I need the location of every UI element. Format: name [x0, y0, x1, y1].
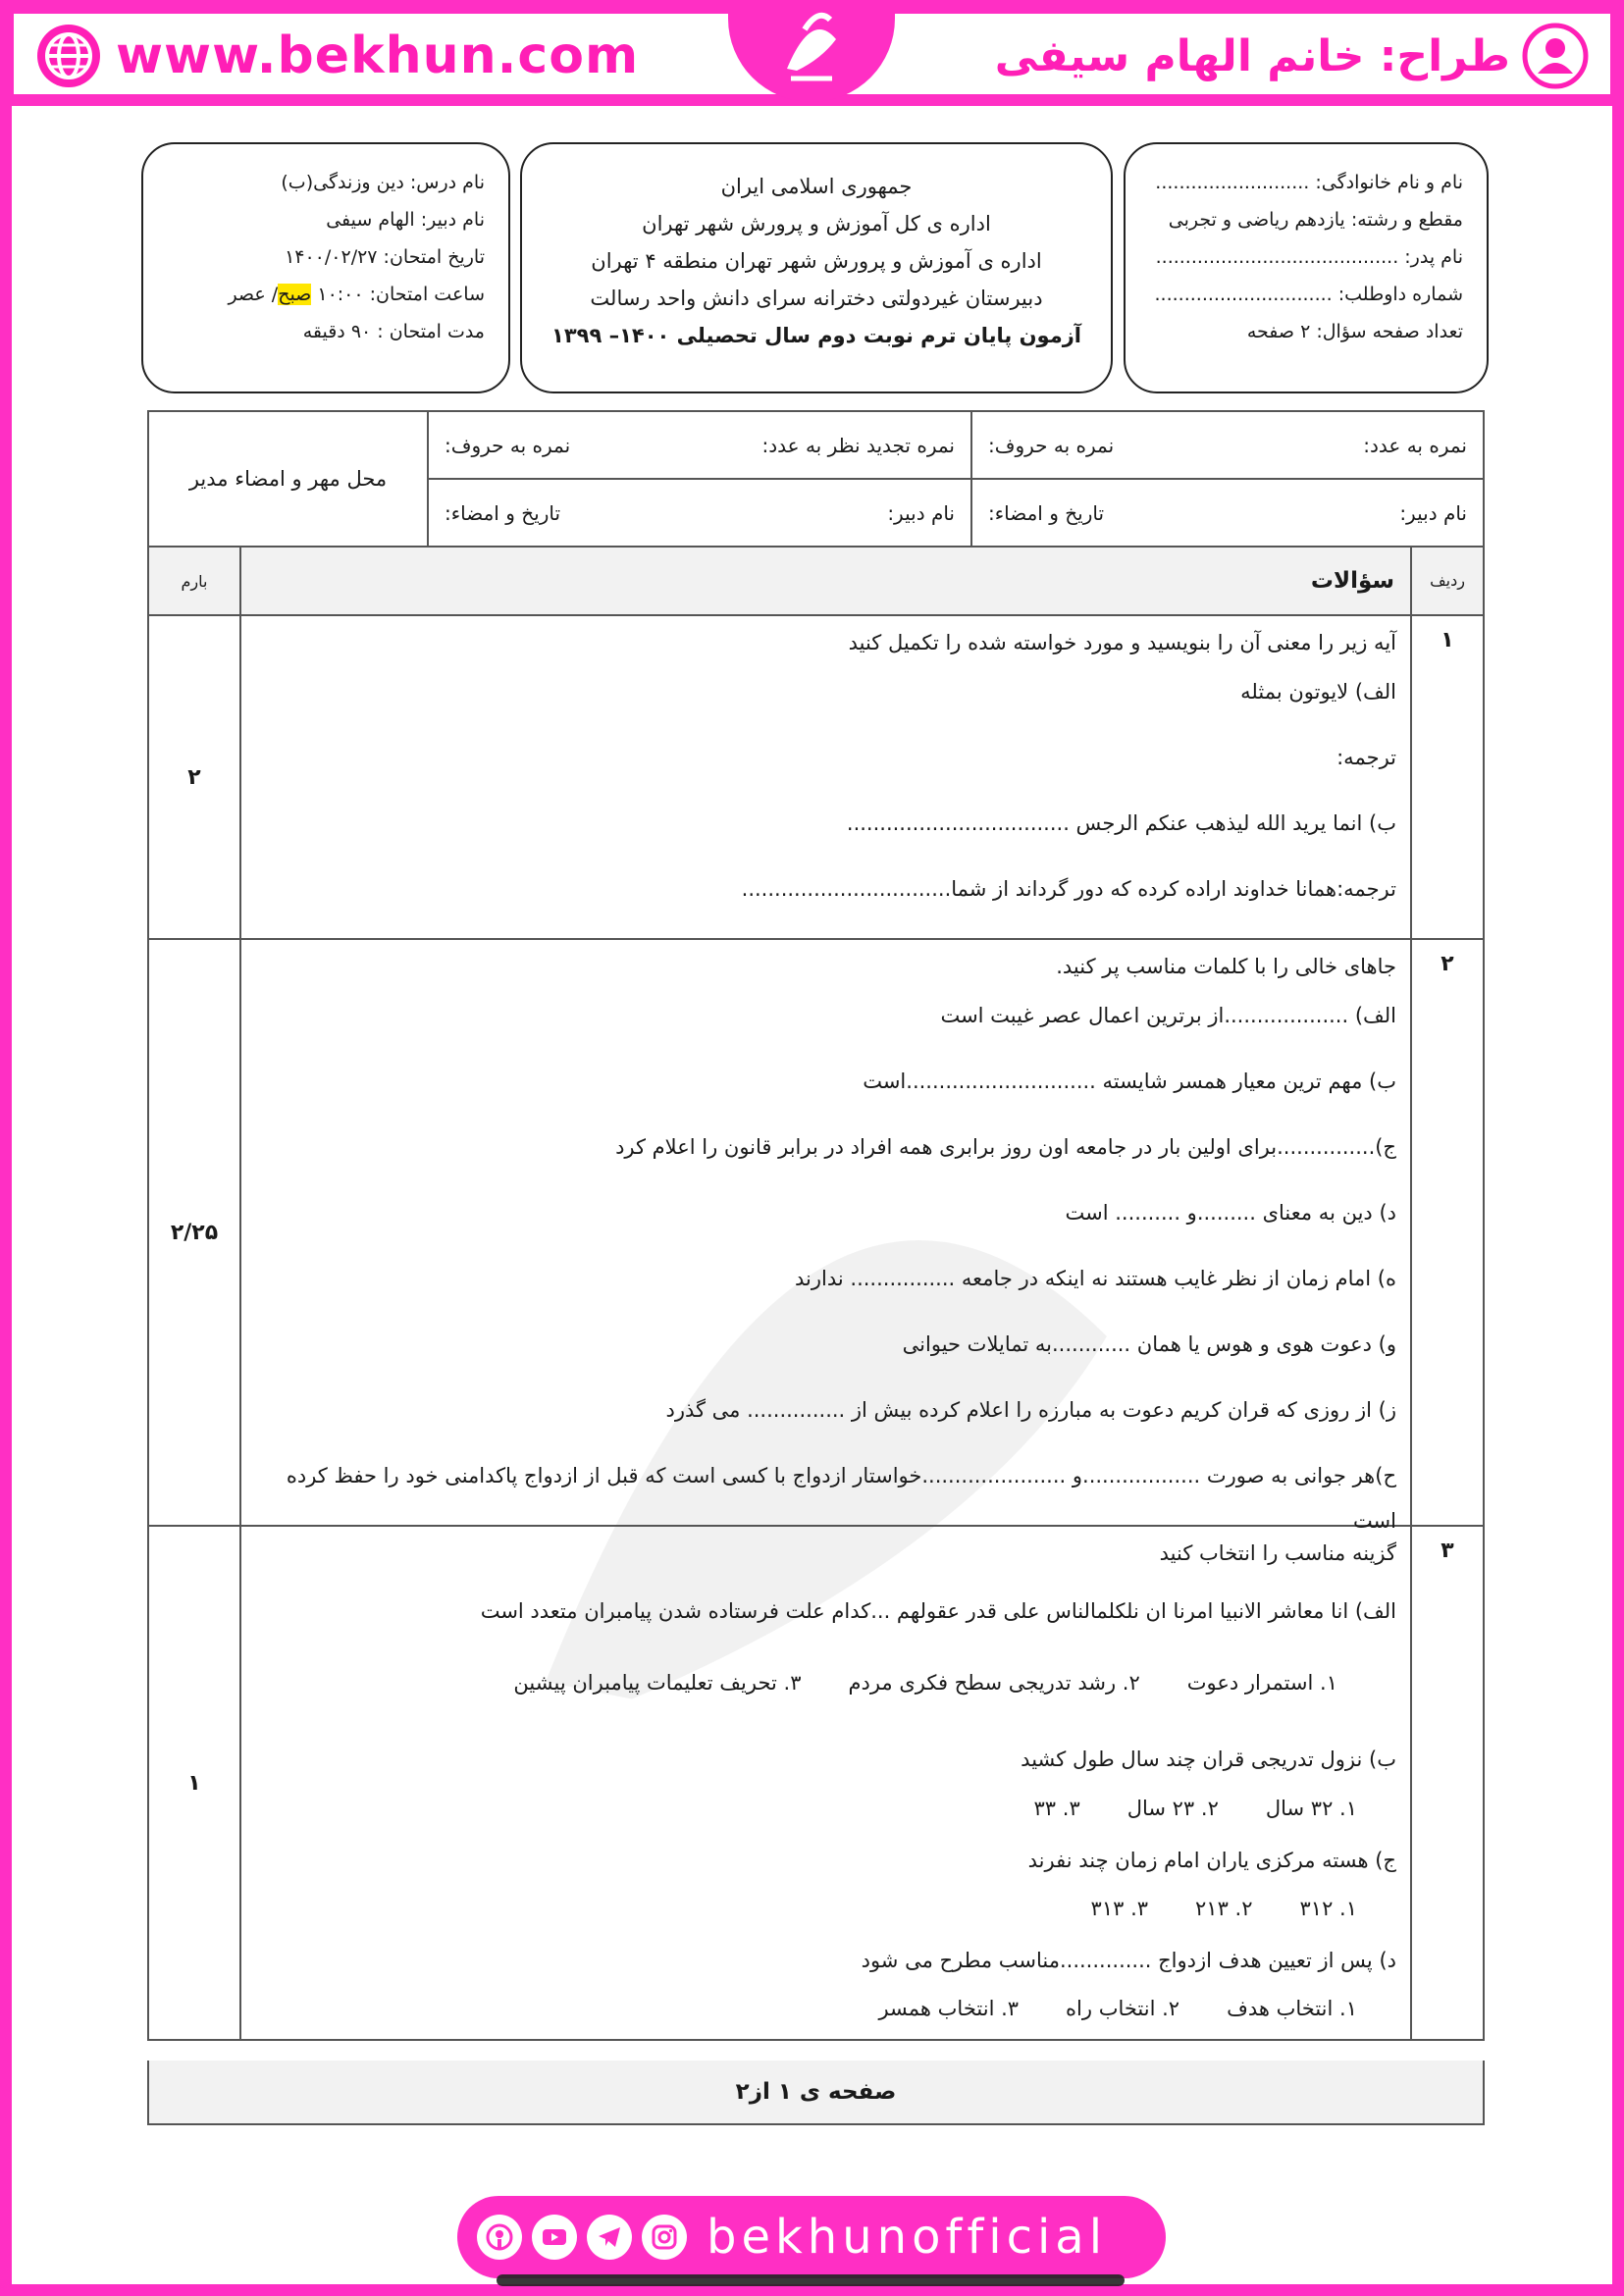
exam-info-box: [141, 142, 510, 393]
options-row: [255, 1986, 1396, 2033]
instagram-icon[interactable]: [642, 2215, 687, 2260]
option: ۱. استمرار دعوت: [1186, 1671, 1337, 1695]
website-link[interactable]: [35, 22, 639, 90]
teacher-label-1: نام دبیر:: [1399, 500, 1467, 525]
revision-words-label: نمره به حروف:: [445, 433, 571, 457]
page-count: تعداد صفحه سؤال: ۲ صفحه: [1246, 321, 1463, 342]
telegram-icon[interactable]: [587, 2215, 632, 2260]
page-number: صفحه ی ۱ از۲: [147, 2061, 1485, 2125]
exam-duration: مدت امتحان : ۹۰ دقیقه: [302, 321, 485, 342]
table-row: [148, 1526, 1484, 2040]
globe-icon: [35, 23, 102, 89]
question-line: الف) لایوتون بمثله: [1240, 680, 1396, 704]
question-line: ج) هسته مرکزی یاران امام زمان چند نفرند: [1027, 1849, 1396, 1872]
father-name-field: نام پدر: .........................................: [1155, 246, 1463, 268]
student-grade: مقطع و رشته: یازدهم ریاضی و تجربی: [1168, 209, 1463, 231]
question-number: ۱: [1411, 615, 1484, 939]
teacher-name: نام دبیر: الهام سیفی: [326, 209, 485, 231]
question-line: ترجمه:همانا خداوند اراده کرده که دور گرداند از شما................................: [741, 877, 1396, 901]
question-number: ۳: [1411, 1526, 1484, 2040]
designer-credit: [995, 22, 1589, 90]
option: ۱. ۳۲ سال: [1265, 1797, 1357, 1820]
options-row: [255, 1650, 1396, 1733]
score-header: بارم: [148, 547, 240, 615]
country-line: جمهوری اسلامی ایران: [720, 175, 913, 198]
exam-date: تاریخ امتحان: ۱۴۰۰/۰۲/۲۷: [285, 246, 485, 268]
option: ۳. تحریف تعلیمات پیامبران پیشین: [513, 1671, 802, 1695]
school-line: دبیرستان غیردولتی دخترانه سرای دانش واحد رسالت: [590, 287, 1043, 310]
time-highlight: صبح: [278, 284, 312, 305]
question-line: آیه زیر را معنی آن را بنویسید و مورد خواسته شده را تکمیل کنید: [848, 631, 1396, 654]
social-handle: bekhunofficial: [707, 2210, 1108, 2265]
exam-title: آزمون پایان ترم نوبت دوم سال تحصیلی ۱۴۰۰– ۱۳۹۹: [551, 324, 1081, 347]
logo-badge: [728, 0, 895, 102]
designer-text: طراح: خانم الهام سیفی: [994, 30, 1510, 81]
option: ۲. رشد تدریجی سطح فکری مردم: [848, 1671, 1140, 1695]
option: ۲. انتخاب راه: [1066, 1997, 1180, 2020]
option: ۳. ۳۳: [1033, 1797, 1080, 1820]
questions-table: [147, 546, 1485, 2041]
question-line: د) دین به معنای .........و .......... است: [1065, 1201, 1396, 1225]
options-row: [255, 1786, 1396, 1835]
youtube-icon[interactable]: [532, 2215, 577, 2260]
table-row: [148, 615, 1484, 939]
question-score: ۲: [148, 615, 240, 939]
question-line: ب) مهم ترین معیار همسر شایسته .............................است: [863, 1070, 1396, 1093]
question-number: ۲: [1411, 939, 1484, 1526]
social-bar[interactable]: [457, 2196, 1166, 2278]
question-score: ۱: [148, 1526, 240, 2040]
question-score: ۲/۲۵: [148, 939, 240, 1526]
option: ۳. انتخاب همسر: [878, 1997, 1020, 2020]
exam-time: ساعت امتحان: ۱۰:۰۰ صبح/ عصر: [228, 284, 485, 305]
question-line: الف) انا معاشر الانبیا امرنا ان نلکلمالناس علی قدر عقولهم ...کدام علت فرستاده شدن پیامبران متعدد است: [480, 1599, 1396, 1623]
questions-header: سؤالات: [240, 547, 1411, 615]
candidate-number-field: شماره داوطلب: ..............................: [1154, 284, 1463, 305]
sign-label-1: تاریخ و امضاء:: [988, 500, 1105, 525]
user-icon: [1522, 23, 1589, 89]
option: ۱. ۳۱۲: [1299, 1897, 1357, 1920]
option: ۲. ۲۳ سال: [1126, 1797, 1219, 1820]
table-row: [148, 939, 1484, 1526]
bar-shadow: [497, 2274, 1125, 2286]
row-header: ردیف: [1411, 547, 1484, 615]
question-line: د) پس از تعیین هدف ازدواج ..............مناسب مطرح می شود: [861, 1949, 1396, 1972]
question-line: ترجمه:: [1336, 746, 1396, 769]
question-line: ه) امام زمان از نظر غایب هستند نه اینکه در جامعه ................ ندارند: [795, 1267, 1396, 1290]
revision-number-label: نمره تجدید نظر به عدد:: [761, 433, 955, 457]
course-name: نام درس: دین وزندگی(ب): [281, 172, 485, 193]
option: ۱. انتخاب هدف: [1227, 1997, 1357, 2020]
logo-icon: [728, 0, 895, 98]
principal-seal: محل مهر و امضاء مدیر: [148, 411, 428, 547]
question-line: و) دعوت هوی و هوس یا همان ............به تمایلات حیوانی: [902, 1332, 1396, 1356]
question-line: ب) انما یرید الله لیذهب عنکم الرجس ..................................: [846, 811, 1396, 835]
student-info-box: [1124, 142, 1489, 393]
sign-label-2: تاریخ و امضاء:: [445, 500, 561, 525]
question-line: ب) نزول تدریجی قران چند سال طول کشید: [1021, 1748, 1396, 1771]
option: ۳. ۳۱۳: [1090, 1897, 1149, 1920]
question-line: ج)...............برای اولین بار در جامعه اون روز برابری همه افراد در برابر قانون را اعلام کرد: [615, 1135, 1396, 1159]
question-line: جاهای خالی را با کلمات مناسب پر کنید.: [1056, 955, 1396, 978]
student-name-field: نام و نام خانوادگی: ..........................: [1155, 172, 1463, 193]
ministry-line: اداره ی کل آموزش و پرورش شهر تهران: [642, 212, 991, 235]
score-number-label: نمره به عدد:: [1363, 433, 1467, 457]
option: ۲. ۲۱۳: [1195, 1897, 1253, 1920]
district-line: اداره ی آموزش و پرورش شهر تهران منطقه ۴ تهران: [591, 249, 1042, 273]
question-line: الف) ...................از برترین اعمال عصر غیبت است: [940, 1004, 1396, 1027]
question-line: گزینه مناسب را انتخاب کنید: [1159, 1541, 1396, 1565]
podcast-icon[interactable]: [477, 2215, 522, 2260]
score-words-label: نمره به حروف:: [988, 433, 1115, 457]
website-text: www.bekhun.com: [116, 26, 640, 85]
question-line: ح)هر جوانی به صورت ..................و ......................خواستار ازدواج با کسی است که قبل از ازدواج پاکدامنی خود را حفظ کرده است: [286, 1464, 1396, 1533]
question-line: ز) از روزی که قران کریم دعوت به مبارزه را اعلام کرده بیش از ............... می گذرد: [665, 1398, 1396, 1422]
grading-table: [147, 410, 1485, 548]
school-info-box: [520, 142, 1113, 393]
teacher-label-2: نام دبیر:: [887, 500, 955, 525]
options-row: [255, 1886, 1396, 1935]
